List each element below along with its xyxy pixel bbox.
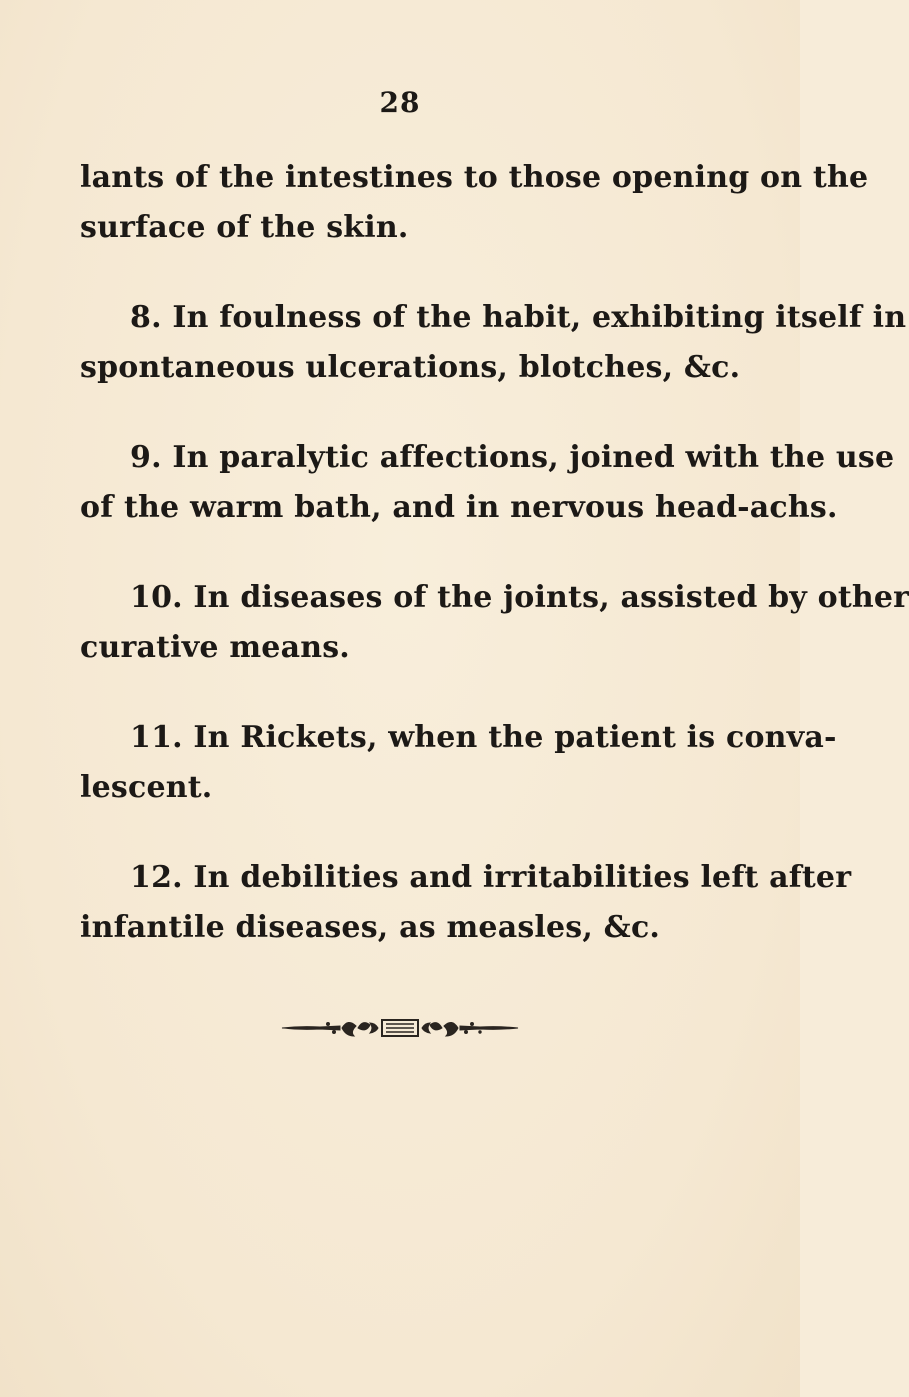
- text-line-9: 11. In Rickets, when the patient is conva-: [130, 720, 837, 755]
- text-line-11: 12. In debilities and irritabilities left after: [130, 860, 852, 895]
- page-number: 28: [379, 86, 421, 119]
- text-line-8: curative means.: [80, 630, 350, 665]
- text-line-6: of the warm bath, and in nervous head-achs.: [80, 490, 838, 525]
- text-line-4: spontaneous ulcerations, blotches, &c.: [80, 350, 741, 385]
- text-line-5: 9. In paralytic affections, joined with the use: [130, 440, 895, 475]
- tailpiece-ornament-icon: [0, 1015, 800, 1045]
- text-line-2: surface of the skin.: [80, 210, 409, 245]
- tailpiece-ornament-svg: [280, 1015, 520, 1041]
- text-line-3: 8. In foulness of the habit, exhibiting itself in: [130, 300, 907, 335]
- text-line-10: lescent.: [80, 770, 213, 805]
- text-line-1: lants of the intestines to those opening on the: [80, 160, 869, 195]
- text-line-12: infantile diseases, as measles, &c.: [80, 910, 661, 945]
- text-line-7: 10. In diseases of the joints, assisted by other: [130, 580, 909, 615]
